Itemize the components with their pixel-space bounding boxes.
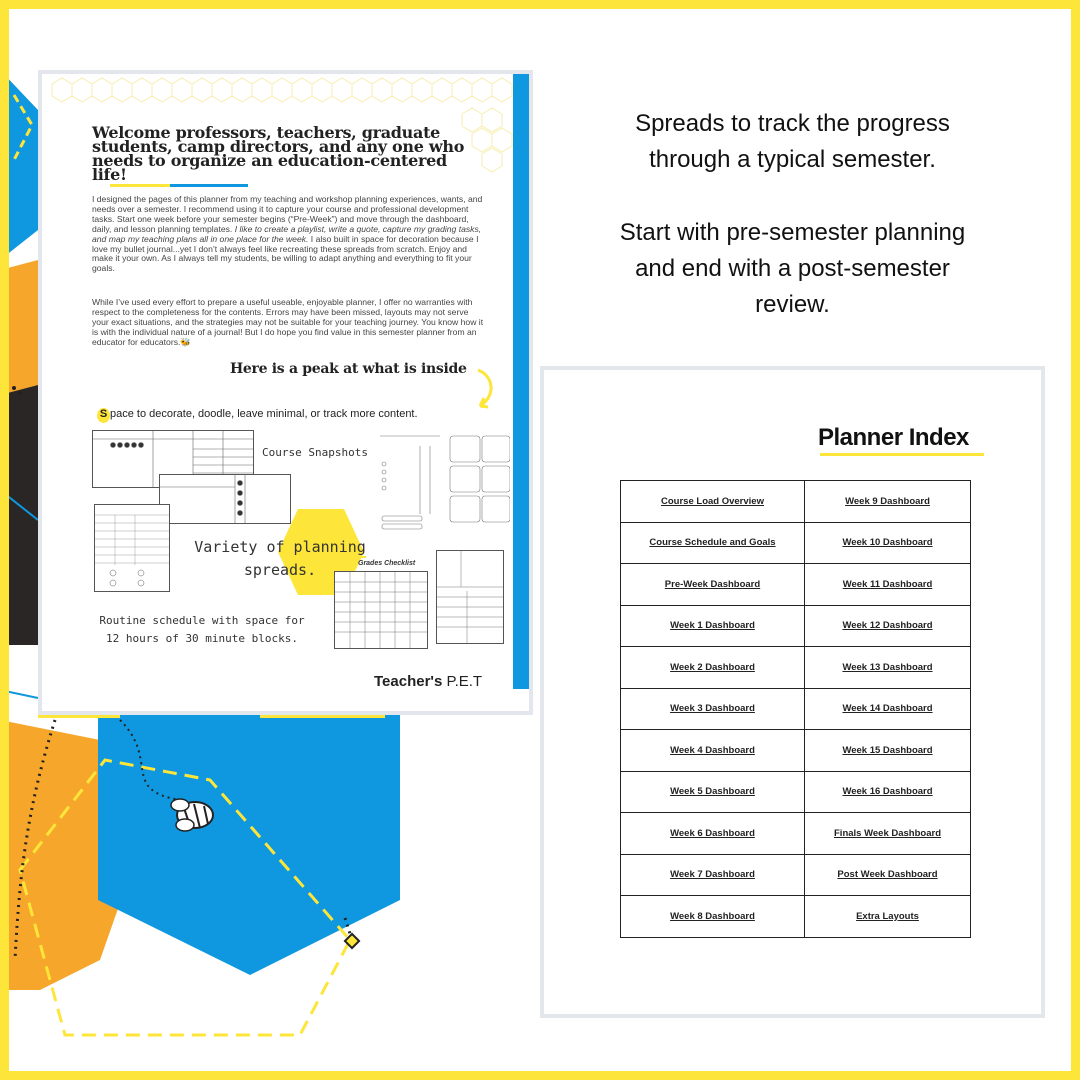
table-row	[621, 854, 971, 896]
index-link[interactable]: Course Load Overview	[621, 481, 805, 523]
table-row	[621, 605, 971, 647]
index-title-underline	[820, 453, 984, 456]
spread-thumbnail-routine	[94, 504, 170, 592]
table-row	[621, 771, 971, 813]
planner-page-preview	[38, 70, 533, 715]
peek-heading: Here is a peak at what is inside	[230, 361, 467, 377]
index-link[interactable]: Week 5 Dashboard	[621, 771, 805, 813]
table-row	[621, 730, 971, 772]
spread-thumbnail-weekly	[436, 550, 504, 644]
page-blue-side-bar	[513, 74, 529, 689]
index-link[interactable]: Week 1 Dashboard	[621, 605, 805, 647]
disclaimer-paragraph: While I’ve used every effort to prepare a useful useable, enjoyable planner, I offer no warranties with respect to the completeness for the contents. Errors may have been missed, layouts may not serve your exact situations, and the strategies may not be suitable for your teaching journey. You know how it is with the individual nature of a journal! But I do hope you find value in this semester planner from an educator for educators.🐝	[92, 297, 484, 347]
decorate-note: S pace to decorate, doodle, leave minimal, or track more content.	[97, 408, 418, 423]
table-row	[621, 564, 971, 606]
index-link[interactable]: Week 7 Dashboard	[621, 854, 805, 896]
heading-underline-blue	[170, 184, 248, 187]
table-row	[621, 647, 971, 689]
index-link[interactable]: Week 13 Dashboard	[805, 647, 971, 689]
index-link[interactable]: Week 15 Dashboard	[805, 730, 971, 772]
blue-hexagon-top-left	[0, 70, 38, 260]
index-link[interactable]: Finals Week Dashboard	[805, 813, 971, 855]
heading-underline-yellow	[110, 184, 170, 187]
index-link[interactable]: Week 2 Dashboard	[621, 647, 805, 689]
routine-caption: Routine schedule with space for 12 hours of 30 minute blocks.	[99, 614, 305, 645]
index-link[interactable]: Post Week Dashboard	[805, 854, 971, 896]
grades-checklist-label: Grades Checklist	[358, 560, 416, 567]
index-link[interactable]: Week 16 Dashboard	[805, 771, 971, 813]
table-row	[621, 688, 971, 730]
curved-arrow-icon	[470, 366, 498, 412]
index-link[interactable]: Course Schedule and Goals	[621, 522, 805, 564]
index-link[interactable]: Extra Layouts	[805, 896, 971, 938]
intro-paragraph: I designed the pages of this planner from my teaching and workshop planning experiences, wants, and needs over a semester. I recommend using it to capture your course and professional development tasks. Start one week before your semester begins (“Pre-Week”) and move through the dashboard, daily, and lesson planning templates. I like to create a playlist, write a quote, capture my grading tasks, and map my teaching plans all in one place for the week. I also built in space for decoration because I love my bullet journal...yet I don’t always feel like recreating these spreads from scratch. Enjoy and make it your own. As I always tell my students, be willing to adapt anything and everything to fit your goals.	[92, 194, 483, 274]
index-link[interactable]: Week 14 Dashboard	[805, 688, 971, 730]
course-snapshots-label: Course Snapshots	[262, 446, 368, 459]
semester-description: Start with pre-semester planning and end with a post-semester review.	[619, 219, 966, 318]
index-link[interactable]: Week 10 Dashboard	[805, 522, 971, 564]
progress-description: Spreads to track the progress through a typical semester.	[635, 110, 950, 173]
table-row	[621, 813, 971, 855]
spread-thumbnail-grades	[334, 571, 428, 649]
spread-thumbnail-lesson	[380, 434, 510, 544]
brand-logo: Teacher's P.E.T	[374, 673, 483, 690]
index-link[interactable]: Pre-Week Dashboard	[621, 564, 805, 606]
table-row	[621, 896, 971, 938]
index-link[interactable]: Week 6 Dashboard	[621, 813, 805, 855]
variety-caption: Variety of planning spreads.	[194, 538, 366, 579]
index-title: Planner Index	[818, 424, 969, 451]
spread-thumbnail-dashboard	[159, 474, 291, 524]
index-link[interactable]: Week 12 Dashboard	[805, 605, 971, 647]
index-link[interactable]: Week 3 Dashboard	[621, 688, 805, 730]
welcome-heading: Welcome professors, teachers, graduate students, camp directors, and any one who needs to organize an education-centered life!	[92, 123, 465, 184]
table-row	[621, 522, 971, 564]
table-row	[621, 481, 971, 523]
index-link[interactable]: Week 4 Dashboard	[621, 730, 805, 772]
index-link[interactable]: Week 8 Dashboard	[621, 896, 805, 938]
index-table	[620, 480, 971, 938]
index-link[interactable]: Week 9 Dashboard	[805, 481, 971, 523]
blue-hexagon-bottom	[98, 700, 400, 975]
index-link[interactable]: Week 11 Dashboard	[805, 564, 971, 606]
